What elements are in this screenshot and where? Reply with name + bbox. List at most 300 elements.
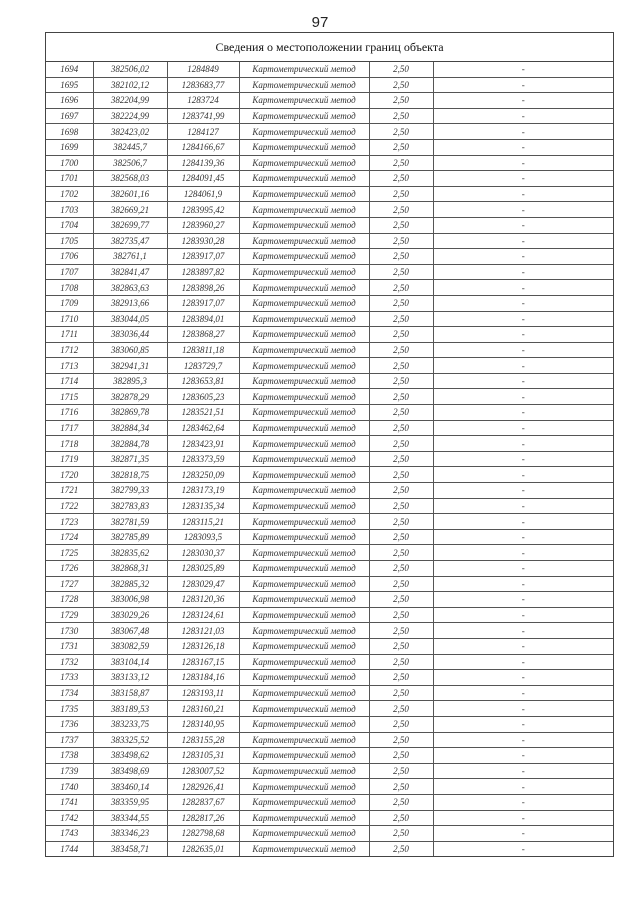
table-row — [46, 264, 613, 280]
accuracy-cell: 2,50 — [369, 295, 433, 311]
y-coordinate-cell: 1283124,61 — [167, 607, 239, 623]
method-cell: Картометрический метод — [239, 249, 369, 265]
point-number-cell: 1716 — [46, 405, 93, 421]
y-coordinate-cell: 1283155,28 — [167, 732, 239, 748]
table-row — [46, 794, 613, 810]
table-row — [46, 202, 613, 218]
table-row — [46, 327, 613, 343]
description-cell: - — [433, 311, 613, 327]
method-cell: Картометрический метод — [239, 436, 369, 452]
table-row — [46, 810, 613, 826]
accuracy-cell: 2,50 — [369, 514, 433, 530]
y-coordinate-cell: 1283897,82 — [167, 264, 239, 280]
description-cell: - — [433, 342, 613, 358]
description-cell: - — [433, 264, 613, 280]
accuracy-cell: 2,50 — [369, 748, 433, 764]
description-cell: - — [433, 280, 613, 296]
point-number-cell: 1735 — [46, 701, 93, 717]
method-cell: Картометрический метод — [239, 498, 369, 514]
accuracy-cell: 2,50 — [369, 685, 433, 701]
table-row — [46, 841, 613, 856]
point-number-cell: 1697 — [46, 108, 93, 124]
table-row — [46, 748, 613, 764]
y-coordinate-cell: 1283811,18 — [167, 342, 239, 358]
method-cell: Картометрический метод — [239, 732, 369, 748]
point-number-cell: 1709 — [46, 295, 93, 311]
point-number-cell: 1726 — [46, 561, 93, 577]
description-cell: - — [433, 514, 613, 530]
method-cell: Картометрический метод — [239, 623, 369, 639]
description-cell: - — [433, 607, 613, 623]
table-row — [46, 498, 613, 514]
accuracy-cell: 2,50 — [369, 592, 433, 608]
description-cell: - — [433, 233, 613, 249]
table-row — [46, 389, 613, 405]
point-number-cell: 1736 — [46, 716, 93, 732]
table-row — [46, 295, 613, 311]
x-coordinate-cell: 382868,31 — [93, 561, 167, 577]
method-cell: Картометрический метод — [239, 748, 369, 764]
y-coordinate-cell: 1284127 — [167, 124, 239, 140]
method-cell: Картометрический метод — [239, 139, 369, 155]
y-coordinate-cell: 1282635,01 — [167, 841, 239, 856]
method-cell: Картометрический метод — [239, 841, 369, 856]
method-cell: Картометрический метод — [239, 389, 369, 405]
point-number-cell: 1723 — [46, 514, 93, 530]
accuracy-cell: 2,50 — [369, 810, 433, 826]
table-row — [46, 638, 613, 654]
method-cell: Картометрический метод — [239, 545, 369, 561]
table-row — [46, 186, 613, 202]
accuracy-cell: 2,50 — [369, 311, 433, 327]
y-coordinate-cell: 1282837,67 — [167, 794, 239, 810]
description-cell: - — [433, 561, 613, 577]
point-number-cell: 1699 — [46, 139, 93, 155]
table-row — [46, 561, 613, 577]
point-number-cell: 1710 — [46, 311, 93, 327]
table-row — [46, 826, 613, 842]
accuracy-cell: 2,50 — [369, 186, 433, 202]
accuracy-cell: 2,50 — [369, 77, 433, 93]
method-cell: Картометрический метод — [239, 607, 369, 623]
table-row — [46, 420, 613, 436]
method-cell: Картометрический метод — [239, 93, 369, 109]
y-coordinate-cell: 1283917,07 — [167, 249, 239, 265]
x-coordinate-cell: 382204,99 — [93, 93, 167, 109]
x-coordinate-cell: 382863,63 — [93, 280, 167, 296]
description-cell: - — [433, 763, 613, 779]
table-row — [46, 436, 613, 452]
accuracy-cell: 2,50 — [369, 327, 433, 343]
x-coordinate-cell: 383082,59 — [93, 638, 167, 654]
description-cell: - — [433, 670, 613, 686]
point-number-cell: 1729 — [46, 607, 93, 623]
accuracy-cell: 2,50 — [369, 763, 433, 779]
point-number-cell: 1703 — [46, 202, 93, 218]
y-coordinate-cell: 1283250,09 — [167, 467, 239, 483]
x-coordinate-cell: 383060,85 — [93, 342, 167, 358]
point-number-cell: 1695 — [46, 77, 93, 93]
x-coordinate-cell: 382761,1 — [93, 249, 167, 265]
point-number-cell: 1743 — [46, 826, 93, 842]
accuracy-cell: 2,50 — [369, 62, 433, 77]
description-cell: - — [433, 108, 613, 124]
table-row — [46, 685, 613, 701]
accuracy-cell: 2,50 — [369, 389, 433, 405]
point-number-cell: 1712 — [46, 342, 93, 358]
point-number-cell: 1740 — [46, 779, 93, 795]
description-cell: - — [433, 748, 613, 764]
description-cell: - — [433, 420, 613, 436]
point-number-cell: 1700 — [46, 155, 93, 171]
x-coordinate-cell: 382884,34 — [93, 420, 167, 436]
y-coordinate-cell: 1283605,23 — [167, 389, 239, 405]
y-coordinate-cell: 1283898,26 — [167, 280, 239, 296]
x-coordinate-cell: 382799,33 — [93, 483, 167, 499]
method-cell: Картометрический метод — [239, 529, 369, 545]
x-coordinate-cell: 382506,7 — [93, 155, 167, 171]
method-cell: Картометрический метод — [239, 701, 369, 717]
y-coordinate-cell: 1282798,68 — [167, 826, 239, 842]
table-row — [46, 311, 613, 327]
description-cell: - — [433, 654, 613, 670]
table-row — [46, 514, 613, 530]
point-number-cell: 1724 — [46, 529, 93, 545]
point-number-cell: 1707 — [46, 264, 93, 280]
x-coordinate-cell: 382568,03 — [93, 171, 167, 187]
accuracy-cell: 2,50 — [369, 280, 433, 296]
method-cell: Картометрический метод — [239, 716, 369, 732]
accuracy-cell: 2,50 — [369, 342, 433, 358]
point-number-cell: 1744 — [46, 841, 93, 856]
x-coordinate-cell: 382878,29 — [93, 389, 167, 405]
point-number-cell: 1717 — [46, 420, 93, 436]
accuracy-cell: 2,50 — [369, 576, 433, 592]
method-cell: Картометрический метод — [239, 779, 369, 795]
y-coordinate-cell: 1283135,34 — [167, 498, 239, 514]
x-coordinate-cell: 383158,87 — [93, 685, 167, 701]
x-coordinate-cell: 383044,05 — [93, 311, 167, 327]
x-coordinate-cell: 382869,78 — [93, 405, 167, 421]
x-coordinate-cell: 383233,75 — [93, 716, 167, 732]
x-coordinate-cell: 383498,69 — [93, 763, 167, 779]
y-coordinate-cell: 1283120,36 — [167, 592, 239, 608]
table-row — [46, 171, 613, 187]
x-coordinate-cell: 382445,7 — [93, 139, 167, 155]
description-cell: - — [433, 794, 613, 810]
x-coordinate-cell: 383458,71 — [93, 841, 167, 856]
x-coordinate-cell: 382669,21 — [93, 202, 167, 218]
method-cell: Картометрический метод — [239, 467, 369, 483]
table-row — [46, 654, 613, 670]
table-row — [46, 249, 613, 265]
description-cell: - — [433, 451, 613, 467]
description-cell: - — [433, 186, 613, 202]
description-cell: - — [433, 327, 613, 343]
table-row — [46, 607, 613, 623]
x-coordinate-cell: 382941,31 — [93, 358, 167, 374]
table-row — [46, 217, 613, 233]
y-coordinate-cell: 1283724 — [167, 93, 239, 109]
y-coordinate-cell: 1283184,16 — [167, 670, 239, 686]
accuracy-cell: 2,50 — [369, 607, 433, 623]
method-cell: Картометрический метод — [239, 155, 369, 171]
y-coordinate-cell: 1283007,52 — [167, 763, 239, 779]
method-cell: Картометрический метод — [239, 202, 369, 218]
accuracy-cell: 2,50 — [369, 124, 433, 140]
x-coordinate-cell: 383359,95 — [93, 794, 167, 810]
accuracy-cell: 2,50 — [369, 217, 433, 233]
accuracy-cell: 2,50 — [369, 436, 433, 452]
table-row — [46, 483, 613, 499]
point-number-cell: 1737 — [46, 732, 93, 748]
x-coordinate-cell: 382506,02 — [93, 62, 167, 77]
x-coordinate-cell: 382102,12 — [93, 77, 167, 93]
y-coordinate-cell: 1284139,36 — [167, 155, 239, 171]
x-coordinate-cell: 383006,98 — [93, 592, 167, 608]
description-cell: - — [433, 405, 613, 421]
accuracy-cell: 2,50 — [369, 358, 433, 374]
table-row — [46, 592, 613, 608]
method-cell: Картометрический метод — [239, 264, 369, 280]
method-cell: Картометрический метод — [239, 186, 369, 202]
x-coordinate-cell: 382913,66 — [93, 295, 167, 311]
method-cell: Картометрический метод — [239, 794, 369, 810]
method-cell: Картометрический метод — [239, 826, 369, 842]
coordinates-table-body — [46, 62, 613, 856]
y-coordinate-cell: 1283741,99 — [167, 108, 239, 124]
accuracy-cell: 2,50 — [369, 545, 433, 561]
accuracy-cell: 2,50 — [369, 171, 433, 187]
y-coordinate-cell: 1283930,28 — [167, 233, 239, 249]
accuracy-cell: 2,50 — [369, 202, 433, 218]
method-cell: Картометрический метод — [239, 561, 369, 577]
accuracy-cell: 2,50 — [369, 405, 433, 421]
y-coordinate-cell: 1283653,81 — [167, 373, 239, 389]
method-cell: Картометрический метод — [239, 592, 369, 608]
accuracy-cell: 2,50 — [369, 794, 433, 810]
accuracy-cell: 2,50 — [369, 93, 433, 109]
description-cell: - — [433, 685, 613, 701]
point-number-cell: 1701 — [46, 171, 93, 187]
method-cell: Картометрический метод — [239, 62, 369, 77]
method-cell: Картометрический метод — [239, 514, 369, 530]
point-number-cell: 1720 — [46, 467, 93, 483]
accuracy-cell: 2,50 — [369, 264, 433, 280]
y-coordinate-cell: 1283126,18 — [167, 638, 239, 654]
x-coordinate-cell: 383460,14 — [93, 779, 167, 795]
point-number-cell: 1714 — [46, 373, 93, 389]
accuracy-cell: 2,50 — [369, 623, 433, 639]
method-cell: Картометрический метод — [239, 327, 369, 343]
point-number-cell: 1731 — [46, 638, 93, 654]
accuracy-cell: 2,50 — [369, 654, 433, 670]
table-row — [46, 545, 613, 561]
x-coordinate-cell: 383036,44 — [93, 327, 167, 343]
accuracy-cell: 2,50 — [369, 561, 433, 577]
description-cell: - — [433, 810, 613, 826]
accuracy-cell: 2,50 — [369, 638, 433, 654]
x-coordinate-cell: 383498,62 — [93, 748, 167, 764]
y-coordinate-cell: 1283917,07 — [167, 295, 239, 311]
y-coordinate-cell: 1283030,37 — [167, 545, 239, 561]
point-number-cell: 1738 — [46, 748, 93, 764]
x-coordinate-cell: 383029,26 — [93, 607, 167, 623]
accuracy-cell: 2,50 — [369, 732, 433, 748]
x-coordinate-cell: 382884,78 — [93, 436, 167, 452]
point-number-cell: 1730 — [46, 623, 93, 639]
accuracy-cell: 2,50 — [369, 108, 433, 124]
method-cell: Картометрический метод — [239, 420, 369, 436]
y-coordinate-cell: 1283160,21 — [167, 701, 239, 717]
method-cell: Картометрический метод — [239, 358, 369, 374]
point-number-cell: 1702 — [46, 186, 93, 202]
method-cell: Картометрический метод — [239, 638, 369, 654]
x-coordinate-cell: 382735,47 — [93, 233, 167, 249]
table-row — [46, 623, 613, 639]
method-cell: Картометрический метод — [239, 685, 369, 701]
accuracy-cell: 2,50 — [369, 373, 433, 389]
description-cell: - — [433, 716, 613, 732]
description-cell: - — [433, 217, 613, 233]
y-coordinate-cell: 1283105,31 — [167, 748, 239, 764]
point-number-cell: 1734 — [46, 685, 93, 701]
y-coordinate-cell: 1283462,64 — [167, 420, 239, 436]
accuracy-cell: 2,50 — [369, 716, 433, 732]
y-coordinate-cell: 1283140,95 — [167, 716, 239, 732]
point-number-cell: 1705 — [46, 233, 93, 249]
y-coordinate-cell: 1282817,26 — [167, 810, 239, 826]
boundary-table-sheet — [45, 32, 614, 857]
method-cell: Картометрический метод — [239, 295, 369, 311]
y-coordinate-cell: 1284849 — [167, 62, 239, 77]
description-cell: - — [521, 843, 525, 854]
x-coordinate-cell: 382601,16 — [93, 186, 167, 202]
method-cell: Картометрический метод — [239, 342, 369, 358]
point-number-cell: 1713 — [46, 358, 93, 374]
description-cell: - — [433, 483, 613, 499]
point-number-cell: 1698 — [46, 124, 93, 140]
method-cell: Картометрический метод — [239, 810, 369, 826]
method-cell: Картометрический метод — [239, 171, 369, 187]
y-coordinate-cell: 1283093,5 — [167, 529, 239, 545]
y-coordinate-cell: 1283995,42 — [167, 202, 239, 218]
point-number-cell: 1741 — [46, 794, 93, 810]
y-coordinate-cell: 1283894,01 — [167, 311, 239, 327]
description-cell: - — [433, 623, 613, 639]
y-coordinate-cell: 1283423,91 — [167, 436, 239, 452]
description-cell: - — [433, 529, 613, 545]
table-row — [46, 576, 613, 592]
description-cell: - — [433, 373, 613, 389]
y-coordinate-cell: 1283167,15 — [167, 654, 239, 670]
point-number-cell: 1728 — [46, 592, 93, 608]
description-cell: - — [433, 576, 613, 592]
x-coordinate-cell: 383344,55 — [93, 810, 167, 826]
y-coordinate-cell: 1283193,11 — [167, 685, 239, 701]
method-cell: Картометрический метод — [239, 654, 369, 670]
section-title: Сведения о местоположении границ объекта — [46, 33, 613, 62]
description-cell: - — [433, 77, 613, 93]
accuracy-cell: 2,50 — [369, 155, 433, 171]
description-cell: - — [433, 358, 613, 374]
description-cell: - — [433, 732, 613, 748]
table-row — [46, 280, 613, 296]
table-row — [46, 779, 613, 795]
accuracy-cell: 2,50 — [369, 139, 433, 155]
table-row — [46, 701, 613, 717]
description-cell: - — [433, 826, 613, 842]
method-cell: Картометрический метод — [239, 451, 369, 467]
method-cell: Картометрический метод — [239, 405, 369, 421]
table-row — [46, 763, 613, 779]
x-coordinate-cell: 382699,77 — [93, 217, 167, 233]
point-number-cell: 1742 — [46, 810, 93, 826]
accuracy-cell: 2,50 — [369, 233, 433, 249]
accuracy-cell: 2,50 — [369, 701, 433, 717]
description-cell: - — [433, 155, 613, 171]
x-coordinate-cell: 382885,32 — [93, 576, 167, 592]
point-number-cell: 1727 — [46, 576, 93, 592]
x-coordinate-cell: 383067,48 — [93, 623, 167, 639]
y-coordinate-cell: 1283521,51 — [167, 405, 239, 421]
method-cell: Картометрический метод — [239, 670, 369, 686]
y-coordinate-cell: 1283025,89 — [167, 561, 239, 577]
y-coordinate-cell: 1282926,41 — [167, 779, 239, 795]
y-coordinate-cell: 1283868,27 — [167, 327, 239, 343]
x-coordinate-cell: 382224,99 — [93, 108, 167, 124]
point-number-cell: 1719 — [46, 451, 93, 467]
method-cell: Картометрический метод — [239, 576, 369, 592]
accuracy-cell: 2,50 — [369, 841, 433, 856]
description-cell: - — [433, 62, 613, 77]
description-cell: - — [433, 592, 613, 608]
accuracy-cell: 2,50 — [369, 670, 433, 686]
x-coordinate-cell: 382781,59 — [93, 514, 167, 530]
table-row — [46, 373, 613, 389]
table-row — [46, 405, 613, 421]
description-cell: - — [433, 295, 613, 311]
x-coordinate-cell: 383325,52 — [93, 732, 167, 748]
y-coordinate-cell: 1283373,59 — [167, 451, 239, 467]
x-coordinate-cell: 382841,47 — [93, 264, 167, 280]
y-coordinate-cell: 1283960,27 — [167, 217, 239, 233]
point-number-cell: 1732 — [46, 654, 93, 670]
accuracy-cell: 2,50 — [369, 529, 433, 545]
accuracy-cell: 2,50 — [369, 467, 433, 483]
x-coordinate-cell: 382818,75 — [93, 467, 167, 483]
point-number-cell: 1696 — [46, 93, 93, 109]
x-coordinate-cell: 383133,12 — [93, 670, 167, 686]
description-cell: - — [433, 249, 613, 265]
table-row — [46, 732, 613, 748]
y-coordinate-cell: 1283029,47 — [167, 576, 239, 592]
x-coordinate-cell: 382785,89 — [93, 529, 167, 545]
point-number-cell: 1711 — [46, 327, 93, 343]
x-coordinate-cell: 383346,23 — [93, 826, 167, 842]
accuracy-cell: 2,50 — [369, 420, 433, 436]
accuracy-cell: 2,50 — [369, 483, 433, 499]
table-row — [46, 62, 613, 77]
description-cell: - — [433, 436, 613, 452]
table-row — [46, 451, 613, 467]
method-cell: Картометрический метод — [239, 217, 369, 233]
table-row — [46, 670, 613, 686]
y-coordinate-cell: 1283115,21 — [167, 514, 239, 530]
table-row — [46, 529, 613, 545]
description-cell: - — [433, 638, 613, 654]
y-coordinate-cell: 1283729,7 — [167, 358, 239, 374]
